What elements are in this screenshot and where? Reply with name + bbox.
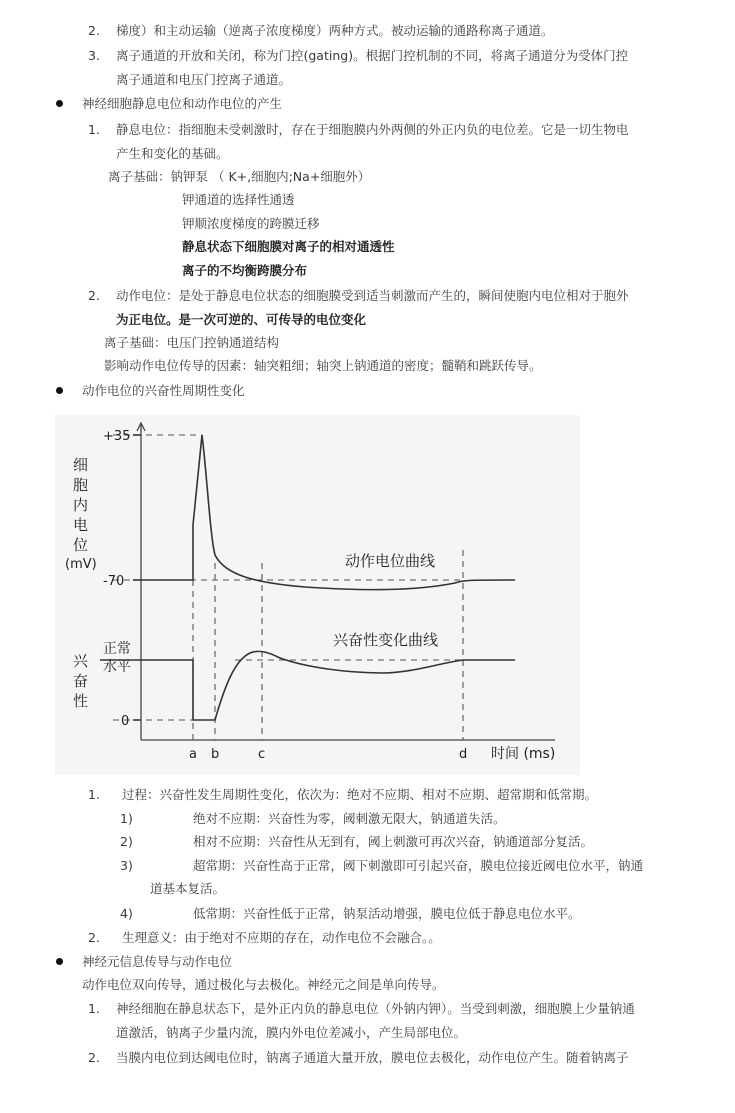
y-tick-label-35: +35	[103, 429, 131, 444]
excitability-title-char: 性	[73, 692, 89, 710]
paragraph-line: 离子通道和电压门控离子通道。	[116, 72, 292, 87]
section-title: 神经细胞静息电位和动作电位的产生	[82, 96, 283, 111]
y-axis-title-char: 内	[73, 496, 89, 514]
x-tick-label-a: a	[189, 747, 197, 762]
sub-list-item: 低常期：兴奋性低于正常，钠泵活动增强，膜电位低于静息电位水平。	[193, 906, 581, 921]
paragraph-line: 过程：兴奋性发生周期性变化，依次为：绝对不应期、相对不应期、超常期和低常期。	[122, 787, 598, 802]
x-tick-label-b: b	[211, 747, 220, 762]
paragraph-line: 梯度）和主动运输（逆离子浓度梯度）两种方式。被动运输的通路称离子通道。	[116, 23, 554, 38]
ion-basis-item: 静息状态下细胞膜对离子的相对通透性	[182, 239, 395, 254]
sub-list-item: 绝对不应期：兴奋性为零，阈刺激无限大，钠通道失活。	[193, 811, 506, 826]
paragraph-line: 道激活，钠离子少量内流，膜内外电位差减小，产生局部电位。	[116, 1025, 467, 1040]
list-number: 3.	[88, 48, 100, 63]
sub-list-number: 1)	[120, 811, 133, 826]
excitability-title-char: 奋	[73, 672, 89, 690]
section-title: 动作电位的兴奋性周期性变化	[82, 383, 245, 398]
y-tick-label-zero: 0	[121, 714, 130, 729]
ion-basis-line: 离子基础：钠钾泵 （ K+,细胞内;Na+细胞外）	[108, 169, 371, 184]
normal-level-label: 水平	[103, 659, 131, 675]
paragraph-line: 当膜内电位到达阈电位时，钠离子通道大量开放，膜电位去极化，动作电位产生。随着钠离子	[116, 1050, 629, 1065]
sub-list-number: 4)	[120, 906, 133, 921]
bullet-dot	[56, 387, 63, 394]
sub-list-item: 道基本复活。	[150, 881, 226, 896]
y-axis-title-char: 细	[73, 456, 89, 474]
y-axis-unit: (mV)	[65, 557, 97, 572]
figure-background	[55, 415, 580, 775]
bullet-dot	[56, 958, 63, 965]
paragraph-line: 生理意义：由于绝对不应期的存在，动作电位不会融合。。	[122, 930, 441, 945]
list-number: 2.	[88, 930, 100, 945]
list-number: 2.	[88, 23, 100, 38]
x-tick-label-c: c	[258, 747, 266, 762]
paragraph-line: 离子通道的开放和关闭，称为门控(gating)。根据门控机制的不同，将离子通道分为受体门控	[116, 48, 629, 63]
y-tick-label-70: -70	[103, 574, 125, 589]
section-title: 神经元信息传导与动作电位	[82, 954, 233, 969]
paragraph-line: 神经细胞在静息状态下，是外正内负的静息电位（外钠内钾）。当受到刺激，细胞膜上少量钠通	[116, 1001, 635, 1016]
paragraph-line: 为正电位。是一次可逆的、可传导的电位变化	[116, 312, 367, 327]
list-number: 2.	[88, 1050, 100, 1065]
action-potential-figure	[55, 415, 580, 775]
paragraph-line: 动作电位：是处于静息电位状态的细胞膜受到适当刺激而产生的，瞬间使胞内电位相对于胞外	[116, 288, 629, 303]
sub-list-number: 3)	[120, 858, 133, 873]
sub-list-item: 相对不应期：兴奋性从无到有，阈上刺激可再次兴奋，钠通道部分复活。	[193, 834, 594, 849]
y-axis-title-char: 位	[73, 536, 89, 554]
curve-label-action-potential: 动作电位曲线	[345, 552, 436, 570]
paragraph-line: 影响动作电位传导的因素：轴突粗细；轴突上钠通道的密度；髓鞘和跳跃传导。	[104, 358, 542, 373]
excitability-title-char: 兴	[73, 652, 89, 670]
y-axis-title-char: 胞	[73, 476, 89, 494]
list-number: 1.	[88, 787, 100, 802]
sub-list-number: 2)	[120, 834, 133, 849]
ion-basis-item: 钾通道的选择性通透	[182, 192, 295, 207]
ion-basis-item: 钾顺浓度梯度的跨膜迁移	[182, 216, 320, 231]
sub-list-item: 超常期：兴奋性高于正常，阈下刺激即可引起兴奋，膜电位接近阈电位水平，钠通	[193, 858, 644, 873]
list-number: 1.	[88, 122, 100, 137]
x-tick-label-d: d	[459, 747, 468, 762]
paragraph-line: 产生和变化的基础。	[116, 146, 229, 161]
list-number: 2.	[88, 288, 100, 303]
normal-level-label: 正常	[103, 641, 131, 657]
x-axis-title: 时间 (ms)	[491, 746, 556, 762]
ion-basis-item: 离子的不均衡跨膜分布	[182, 263, 308, 278]
y-axis-title-char: 电	[73, 516, 89, 534]
list-number: 1.	[88, 1001, 100, 1016]
curve-label-excitability: 兴奋性变化曲线	[333, 631, 439, 649]
paragraph-line: 离子基础：电压门控钠通道结构	[104, 335, 280, 350]
paragraph-line: 动作电位双向传导，通过极化与去极化。神经元之间是单向传导。	[82, 977, 445, 992]
paragraph-line: 静息电位：指细胞未受刺激时，存在于细胞膜内外两侧的外正内负的电位差。它是一切生物电	[116, 122, 629, 137]
bullet-dot	[56, 100, 63, 107]
